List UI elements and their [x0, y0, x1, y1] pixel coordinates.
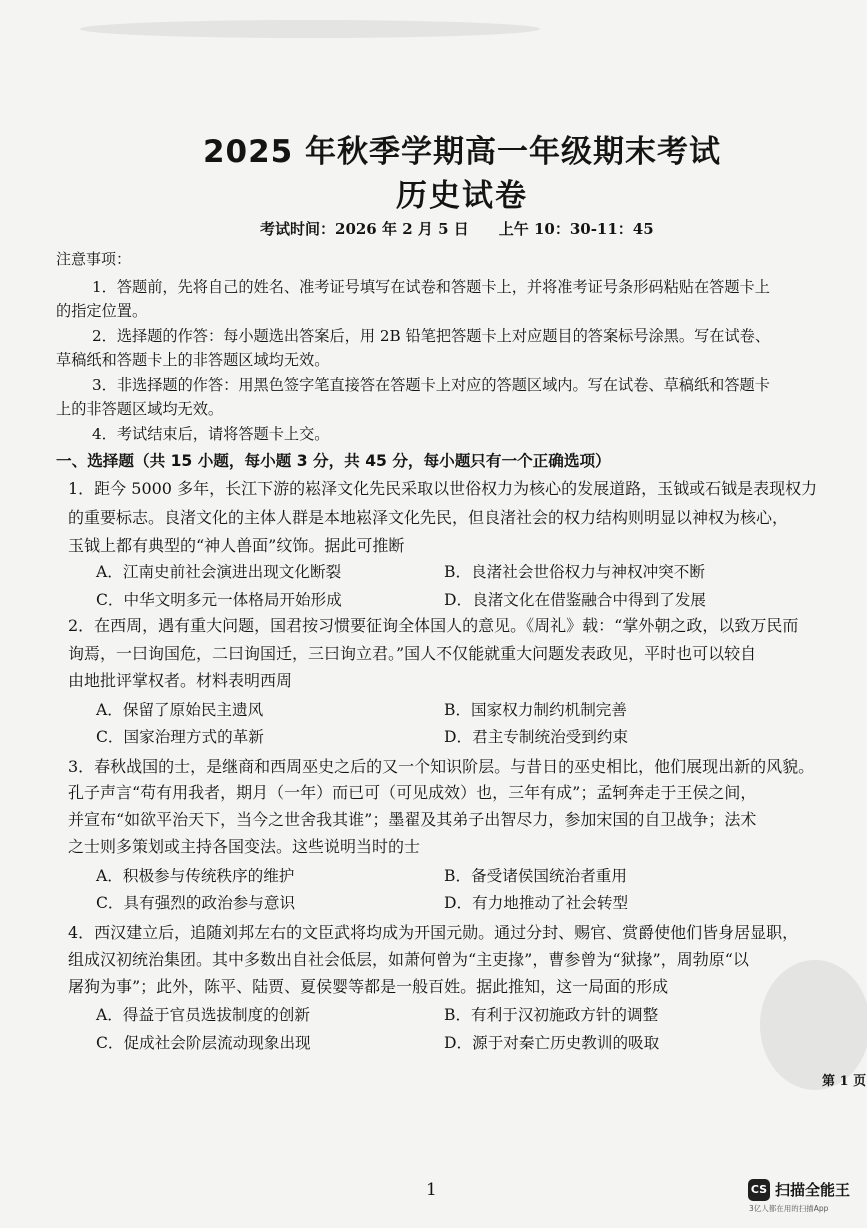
question-4-option-d: D．源于对秦亡历史教训的吸取	[444, 1034, 660, 1052]
question-2-option-a: A．保留了原始民主遗风	[96, 701, 264, 719]
section-heading: 一、选择题（共 15 小题，每小题 3 分，共 45 分，每小题只有一个正确选项）	[56, 452, 611, 470]
question-4-option-b: B．有利于汉初施政方针的调整	[444, 1006, 659, 1024]
question-4-option-a: A．得益于官员选拔制度的创新	[96, 1006, 310, 1024]
question-3-option-b: B．备受诸侯国统治者重用	[444, 867, 627, 885]
note-line: 上的非答题区域均无效。	[56, 400, 224, 418]
exam-time: 考试时间：2026 年 2 月 5 日 上午 10：30-11：45	[260, 220, 654, 238]
question-4-line: 屠狗为事”；此外，陈平、陆贾、夏侯婴等都是一般百姓。据此推知，这一局面的形成	[68, 977, 669, 996]
question-1-option-a: A．江南史前社会演进出现文化断裂	[96, 563, 342, 581]
camscanner-name: 扫描全能王	[775, 1181, 851, 1199]
question-2-line: 询焉，一曰询国危，二曰询国迁，三曰询立君。”国人不仅能就重大问题发表政见，平时也可以较自	[68, 644, 757, 663]
question-3-line: 3．春秋战国的士，是继商和西周巫史之后的又一个知识阶层。与昔日的巫史相比，他们展现出新的风貌。	[68, 757, 815, 776]
notes-heading: 注意事项：	[56, 250, 132, 268]
scan-smudge	[80, 20, 540, 38]
question-1-option-b: B．良渚社会世俗权力与神权冲突不断	[444, 563, 705, 581]
camscanner-tagline: 3亿人都在用的扫描App	[749, 1204, 829, 1213]
question-1-line: 的重要标志。良渚文化的主体人群是本地崧泽文化先民，但良渚社会的权力结构则明显以神权为核心，	[68, 508, 789, 527]
question-3-line: 孔子声言“苟有用我者，期月（一年）而已可（可见成效）也，三年有成”；孟轲奔走于王侯之间，	[68, 783, 757, 802]
question-3-line: 之士则多策划或主持各国变法。这些说明当时的士	[68, 837, 421, 856]
question-2-option-b: B．国家权力制约机制完善	[444, 701, 627, 719]
question-2-line: 2．在西周，遇有重大问题，国君按习惯要征询全体国人的意见。《周礼》载：“掌外朝之政，以致万民而	[68, 616, 799, 635]
question-3-option-d: D．有力地推动了社会转型	[444, 894, 629, 912]
note-line: 的指定位置。	[56, 302, 148, 320]
page-number: 1	[426, 1180, 437, 1200]
note-line: 3．非选择题的作答：用黑色签字笔直接答在答题卡上对应的答题区域内。写在试卷、草稿纸和答题卡	[92, 376, 770, 394]
note-line: 草稿纸和答题卡上的非答题区域均无效。	[56, 351, 330, 369]
question-4-line: 4．西汉建立后，追随刘邦左右的文臣武将均成为开国元勋。通过分封、赐官、赏爵使他们皆身居显职，	[68, 923, 799, 942]
question-2-option-d: D．君主专制统治受到约束	[444, 728, 629, 746]
question-2-line: 由地批评掌权者。材料表明西周	[68, 671, 293, 690]
exam-title: 2025 年秋季学期高一年级期末考试	[202, 134, 722, 170]
question-4-line: 组成汉初统治集团。其中多数出自社会低层，如萧何曾为“主吏掾”，曹参曾为“狱掾”，周勃原“以	[68, 950, 749, 969]
note-line: 1．答题前，先将自己的姓名、准考证号填写在试卷和答题卡上，并将准考证号条形码粘贴在答题卡上	[92, 278, 770, 296]
subject-title: 历史试卷	[396, 178, 528, 214]
note-line: 4．考试结束后，请将答题卡上交。	[92, 425, 330, 443]
question-1-line: 玉钺上都有典型的“神人兽面”纹饰。据此可推断	[68, 536, 405, 555]
note-line: 2．选择题的作答：每小题选出答案后，用 2B 铅笔把答题卡上对应题目的答案标号涂黑。写在试卷、	[92, 327, 771, 345]
page-label-right: 第 1 页	[822, 1074, 867, 1089]
question-4-option-c: C．促成社会阶层流动现象出现	[96, 1034, 311, 1052]
question-2-option-c: C．国家治理方式的革新	[96, 728, 264, 746]
question-3-line: 并宣布“如欲平治天下，当今之世舍我其谁”；墨翟及其弟子出智尽力，参加宋国的自卫战争；法术	[68, 810, 757, 829]
question-3-option-c: C．具有强烈的政治参与意识	[96, 894, 296, 912]
question-3-option-a: A．积极参与传统秩序的维护	[96, 867, 295, 885]
question-1-line: 1．距今 5000 多年，长江下游的崧泽文化先民采取以世俗权力为核心的发展道路，玉钺或石钺是表现权力	[68, 479, 818, 498]
question-1-option-d: D．良渚文化在借鉴融合中得到了发展	[444, 591, 707, 609]
question-1-option-c: C．中华文明多元一体格局开始形成	[96, 591, 342, 609]
camscanner-logo-icon: CS	[748, 1179, 770, 1201]
